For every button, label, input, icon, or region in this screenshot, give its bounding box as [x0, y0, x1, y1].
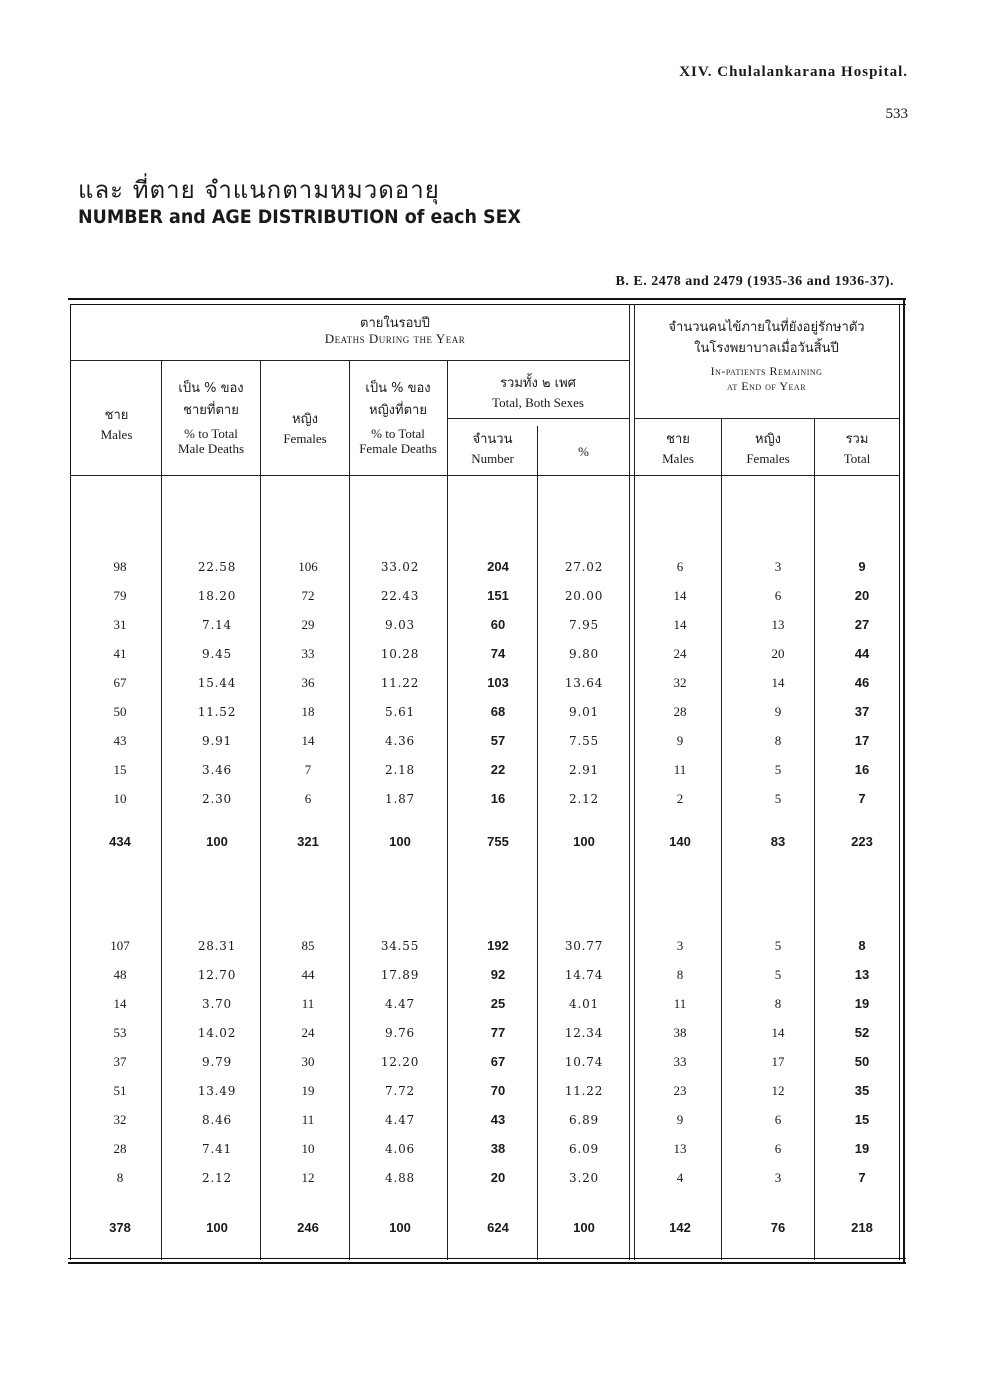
section1-row-cell: 36 [301, 675, 315, 690]
section2-row-cell: 51 [113, 1083, 127, 1098]
section1-row-cell: 98 [113, 559, 127, 574]
section1-row-cell: 57 [490, 733, 506, 748]
section1-row-cell: 15.44 [197, 676, 237, 690]
section1-total-cell: 223 [851, 834, 873, 849]
section2-row-cell: 5 [774, 967, 782, 982]
header-bottom-rule [70, 475, 899, 476]
section1-row-cell: 16 [490, 791, 506, 806]
group-header-inpatients-thai-1: จำนวนคนไข้ภายในที่ยังอยู่รักษาตัว [668, 320, 865, 335]
col-header-thai: เป็น % ของ ชายที่ตาย [178, 381, 244, 418]
col-header-english: Females [746, 451, 790, 466]
section1-row-cell: 3 [774, 559, 782, 574]
col-header-english: Females [283, 431, 327, 446]
section1-row-cell: 14 [301, 733, 315, 748]
section1-row-cell: 2.18 [385, 763, 415, 777]
page-title-thai: และ ที่ตาย จำแนกตามหมวดอายุ [78, 176, 440, 204]
section2-row-cell: 20 [490, 1170, 506, 1185]
col-header-inpatient-total [815, 432, 899, 466]
section2-row-cell: 19 [301, 1083, 315, 1098]
section2-row-cell: 12.34 [564, 1026, 604, 1040]
section1-row-cell: 3.46 [202, 763, 232, 777]
column-divider [349, 360, 350, 1260]
section2-row-cell: 7.72 [385, 1084, 415, 1098]
section2-row-cell: 8 [858, 938, 866, 953]
group-header-deaths-thai: ตายในรอบปี [360, 316, 430, 331]
section1-total-cell: 100 [573, 834, 595, 849]
section2-row-cell: 11 [673, 996, 687, 1011]
section2-total-cell: 76 [770, 1220, 786, 1235]
section2-row-cell: 6.89 [569, 1113, 599, 1127]
section2-row-cell: 4.88 [385, 1171, 415, 1185]
section1-row-cell: 10 [113, 791, 127, 806]
group-header-inpatients-english-2: at End of Year [726, 379, 807, 393]
section2-total-cell: 218 [851, 1220, 873, 1235]
section1-row-cell: 41 [113, 646, 127, 661]
header-rule [634, 418, 899, 419]
section1-total-cell: 434 [109, 834, 131, 849]
section2-row-cell: 6 [774, 1141, 782, 1156]
section1-row-cell: 14 [673, 617, 687, 632]
col-header-male-pct [173, 378, 249, 456]
group-header-total-both [447, 376, 629, 410]
section1-row-cell: 7.95 [569, 618, 599, 632]
column-divider [447, 360, 448, 1260]
section2-row-cell: 3 [676, 938, 684, 953]
section1-row-cell: 17 [854, 733, 870, 748]
section2-row-cell: 38 [490, 1141, 506, 1156]
col-header-inpatient-males [635, 432, 721, 466]
section2-row-cell: 77 [490, 1025, 506, 1040]
section2-row-cell: 8 [676, 967, 684, 982]
section1-row-cell: 37 [854, 704, 870, 719]
table-right-border [903, 298, 905, 1264]
section1-row-cell: 33.02 [380, 560, 420, 574]
section2-row-cell: 38 [673, 1025, 687, 1040]
section2-row-cell: 4.47 [385, 997, 415, 1011]
section2-row-cell: 8 [774, 996, 782, 1011]
section2-row-cell: 67 [490, 1054, 506, 1069]
section1-row-cell: 46 [854, 675, 870, 690]
col-header-female-pct [358, 378, 438, 456]
section2-row-cell: 4.01 [569, 997, 599, 1011]
col-header-english: % to Total Female Deaths [359, 426, 437, 456]
section1-total-cell: 755 [487, 834, 509, 849]
section1-row-cell: 7 [304, 762, 312, 777]
section2-total-cell: 378 [109, 1220, 131, 1235]
section1-row-cell: 32 [673, 675, 687, 690]
section2-total-cell: 624 [487, 1220, 509, 1235]
section2-row-cell: 12.70 [197, 968, 237, 982]
section2-row-cell: 8.46 [202, 1113, 232, 1127]
section2-row-cell: 9.79 [202, 1055, 232, 1069]
section2-row-cell: 17.89 [380, 968, 420, 982]
section1-row-cell: 9.80 [569, 647, 599, 661]
section1-total-cell: 321 [297, 834, 319, 849]
section1-total-cell: 100 [206, 834, 228, 849]
running-head: XIV. Chulalankarana Hospital. [679, 64, 908, 80]
section2-row-cell: 14.74 [564, 968, 604, 982]
section2-row-cell: 28 [113, 1141, 127, 1156]
section1-row-cell: 67 [113, 675, 127, 690]
col-header-thai: หญิง [755, 432, 781, 447]
section2-row-cell: 6 [774, 1112, 782, 1127]
column-divider [161, 360, 162, 1260]
section2-row-cell: 28.31 [197, 939, 237, 953]
table-left-border [70, 304, 71, 1260]
section2-row-cell: 12.20 [380, 1055, 420, 1069]
col-header-english: Total [843, 451, 871, 466]
section1-row-cell: 1.87 [385, 792, 415, 806]
section2-row-cell: 70 [490, 1083, 506, 1098]
section1-row-cell: 6 [676, 559, 684, 574]
section1-total-cell: 83 [770, 834, 786, 849]
section2-row-cell: 14.02 [197, 1026, 237, 1040]
header-rule [447, 418, 629, 419]
col-header-english: Males [662, 451, 694, 466]
section1-row-cell: 4.36 [385, 734, 415, 748]
section1-row-cell: 13 [771, 617, 785, 632]
section2-row-cell: 43 [490, 1112, 506, 1127]
col-header-thai: รวม [845, 432, 869, 447]
section1-row-cell: 24 [673, 646, 687, 661]
page-title-english: NUMBER and AGE DISTRIBUTION of each SEX [78, 206, 522, 228]
section1-row-cell: 5 [774, 791, 782, 806]
section2-row-cell: 12 [301, 1170, 315, 1185]
section2-row-cell: 25 [490, 996, 506, 1011]
column-divider [721, 418, 722, 1260]
section1-row-cell: 28 [673, 704, 687, 719]
col-header-english: Number [471, 451, 514, 466]
section2-row-cell: 19 [854, 996, 870, 1011]
section1-row-cell: 79 [113, 588, 127, 603]
section2-row-cell: 7.41 [202, 1142, 232, 1156]
section1-row-cell: 22 [490, 762, 506, 777]
group-header-inpatients [634, 320, 899, 394]
section1-row-cell: 14 [771, 675, 785, 690]
section2-row-cell: 48 [113, 967, 127, 982]
section2-row-cell: 107 [110, 938, 130, 953]
section1-row-cell: 103 [487, 675, 509, 690]
section1-row-cell: 9 [774, 704, 782, 719]
section2-row-cell: 53 [113, 1025, 127, 1040]
section2-row-cell: 12 [771, 1083, 785, 1098]
statistics-table [68, 298, 906, 1264]
section1-row-cell: 22.58 [197, 560, 237, 574]
col-header-thai: จำนวน [472, 432, 513, 447]
section2-row-cell: 85 [301, 938, 315, 953]
section2-row-cell: 3.20 [569, 1171, 599, 1185]
section2-row-cell: 13 [854, 967, 870, 982]
section1-row-cell: 9.01 [569, 705, 599, 719]
section2-row-cell: 13.49 [197, 1084, 237, 1098]
section1-row-cell: 60 [490, 617, 506, 632]
section1-row-cell: 106 [298, 559, 318, 574]
section2-row-cell: 19 [854, 1141, 870, 1156]
section2-total-cell: 100 [573, 1220, 595, 1235]
table-bottom-rule [68, 1262, 906, 1264]
section1-row-cell: 9.91 [202, 734, 232, 748]
section1-row-cell: 204 [487, 559, 509, 574]
section1-row-cell: 6 [304, 791, 312, 806]
section1-row-cell: 14 [673, 588, 687, 603]
section2-row-cell: 44 [301, 967, 315, 982]
section2-row-cell: 30.77 [564, 939, 604, 953]
section1-total-cell: 140 [669, 834, 691, 849]
section1-row-cell: 29 [301, 617, 315, 632]
section2-row-cell: 3.70 [202, 997, 232, 1011]
column-divider-major [629, 304, 630, 1260]
section2-row-cell: 10.74 [564, 1055, 604, 1069]
section1-row-cell: 27.02 [564, 560, 604, 574]
col-header-thai: ชาย [104, 408, 129, 423]
col-header-both-pct [538, 444, 629, 459]
section2-row-cell: 35 [854, 1083, 870, 1098]
section2-row-cell: 37 [113, 1054, 127, 1069]
section2-row-cell: 33 [673, 1054, 687, 1069]
section1-row-cell: 9.03 [385, 618, 415, 632]
col-header-thai: หญิง [292, 412, 318, 427]
table-bottom-rule-inner [68, 1258, 906, 1259]
page-number: 533 [885, 106, 908, 122]
col-header-males [72, 408, 161, 442]
section2-total-cell: 246 [297, 1220, 319, 1235]
group-header-total-both-thai: รวมทั้ง ๒ เพศ [500, 376, 576, 391]
section1-row-cell: 9 [676, 733, 684, 748]
section1-row-cell: 72 [301, 588, 315, 603]
section2-row-cell: 4 [676, 1170, 684, 1185]
section1-row-cell: 2.30 [202, 792, 232, 806]
section1-row-cell: 5.61 [385, 705, 415, 719]
section2-row-cell: 92 [490, 967, 506, 982]
section2-row-cell: 6.09 [569, 1142, 599, 1156]
section1-row-cell: 10.28 [380, 647, 420, 661]
section2-total-cell: 100 [206, 1220, 228, 1235]
section1-row-cell: 5 [774, 762, 782, 777]
section2-row-cell: 4.47 [385, 1113, 415, 1127]
section1-row-cell: 16 [854, 762, 870, 777]
section2-row-cell: 14 [113, 996, 127, 1011]
section2-row-cell: 9.76 [385, 1026, 415, 1040]
section2-row-cell: 8 [116, 1170, 124, 1185]
col-header-thai: ชาย [666, 432, 690, 447]
section1-row-cell: 74 [490, 646, 506, 661]
section2-row-cell: 3 [774, 1170, 782, 1185]
section1-row-cell: 20.00 [564, 589, 604, 603]
section1-row-cell: 7.14 [202, 618, 232, 632]
section2-row-cell: 15 [854, 1112, 870, 1127]
section2-row-cell: 4.06 [385, 1142, 415, 1156]
section2-row-cell: 50 [854, 1054, 870, 1069]
section2-row-cell: 14 [771, 1025, 785, 1040]
section1-row-cell: 7 [858, 791, 866, 806]
section1-row-cell: 31 [113, 617, 127, 632]
group-header-deaths [161, 316, 629, 346]
section1-row-cell: 18 [301, 704, 315, 719]
section1-row-cell: 27 [854, 617, 870, 632]
section1-row-cell: 20 [771, 646, 785, 661]
years-caption: B. E. 2478 and 2479 (1935-36 and 1936-37). [615, 274, 894, 289]
section1-row-cell: 9 [858, 559, 866, 574]
section1-row-cell: 33 [301, 646, 315, 661]
group-header-inpatients-thai-2: ในโรงพยาบาลเมื่อวันสิ้นปี [694, 341, 839, 356]
section2-row-cell: 2.12 [202, 1171, 232, 1185]
section1-row-cell: 7.55 [569, 734, 599, 748]
section2-row-cell: 11 [301, 1112, 315, 1127]
section1-row-cell: 6 [774, 588, 782, 603]
col-header-number [448, 432, 537, 466]
col-header-thai: เป็น % ของ หญิงที่ตาย [365, 381, 431, 418]
section1-row-cell: 11.22 [380, 676, 420, 690]
section2-row-cell: 52 [854, 1025, 870, 1040]
col-header-english: % to Total Male Deaths [177, 426, 245, 456]
section1-row-cell: 11 [673, 762, 687, 777]
section2-row-cell: 192 [487, 938, 509, 953]
table-top-rule [68, 298, 906, 300]
section2-total-cell: 100 [389, 1220, 411, 1235]
section2-row-cell: 10 [301, 1141, 315, 1156]
section1-row-cell: 2.12 [569, 792, 599, 806]
section1-row-cell: 9.45 [202, 647, 232, 661]
section1-row-cell: 18.20 [197, 589, 237, 603]
section1-row-cell: 68 [490, 704, 506, 719]
column-divider [260, 360, 261, 1260]
section2-row-cell: 34.55 [380, 939, 420, 953]
section1-row-cell: 8 [774, 733, 782, 748]
section2-row-cell: 23 [673, 1083, 687, 1098]
section2-row-cell: 30 [301, 1054, 315, 1069]
section1-row-cell: 15 [113, 762, 127, 777]
section2-row-cell: 11 [301, 996, 315, 1011]
section1-row-cell: 50 [113, 704, 127, 719]
section2-row-cell: 11.22 [564, 1084, 604, 1098]
section1-total-cell: 100 [389, 834, 411, 849]
section1-row-cell: 11.52 [197, 705, 237, 719]
section2-row-cell: 17 [771, 1054, 785, 1069]
section1-row-cell: 43 [113, 733, 127, 748]
section1-row-cell: 20 [854, 588, 870, 603]
col-header-english: % [578, 444, 589, 459]
col-header-english: Males [100, 427, 133, 442]
section1-row-cell: 44 [854, 646, 870, 661]
section2-row-cell: 7 [858, 1170, 866, 1185]
section2-row-cell: 5 [774, 938, 782, 953]
col-header-inpatient-females [722, 432, 814, 466]
section2-row-cell: 24 [301, 1025, 315, 1040]
section2-total-cell: 142 [669, 1220, 691, 1235]
group-header-inpatients-english-1: In-patients Remaining [710, 364, 823, 378]
table-top-rule-inner [70, 304, 906, 305]
section1-row-cell: 13.64 [564, 676, 604, 690]
group-header-total-both-english: Total, Both Sexes [492, 395, 584, 410]
group-header-deaths-english: Deaths During the Year [324, 331, 466, 346]
section2-row-cell: 9 [676, 1112, 684, 1127]
section2-row-cell: 32 [113, 1112, 127, 1127]
section2-row-cell: 13 [673, 1141, 687, 1156]
section1-row-cell: 2 [676, 791, 684, 806]
col-header-females [261, 412, 349, 446]
header-rule [70, 360, 629, 361]
section1-row-cell: 2.91 [569, 763, 599, 777]
section1-row-cell: 22.43 [380, 589, 420, 603]
section1-row-cell: 151 [487, 588, 509, 603]
